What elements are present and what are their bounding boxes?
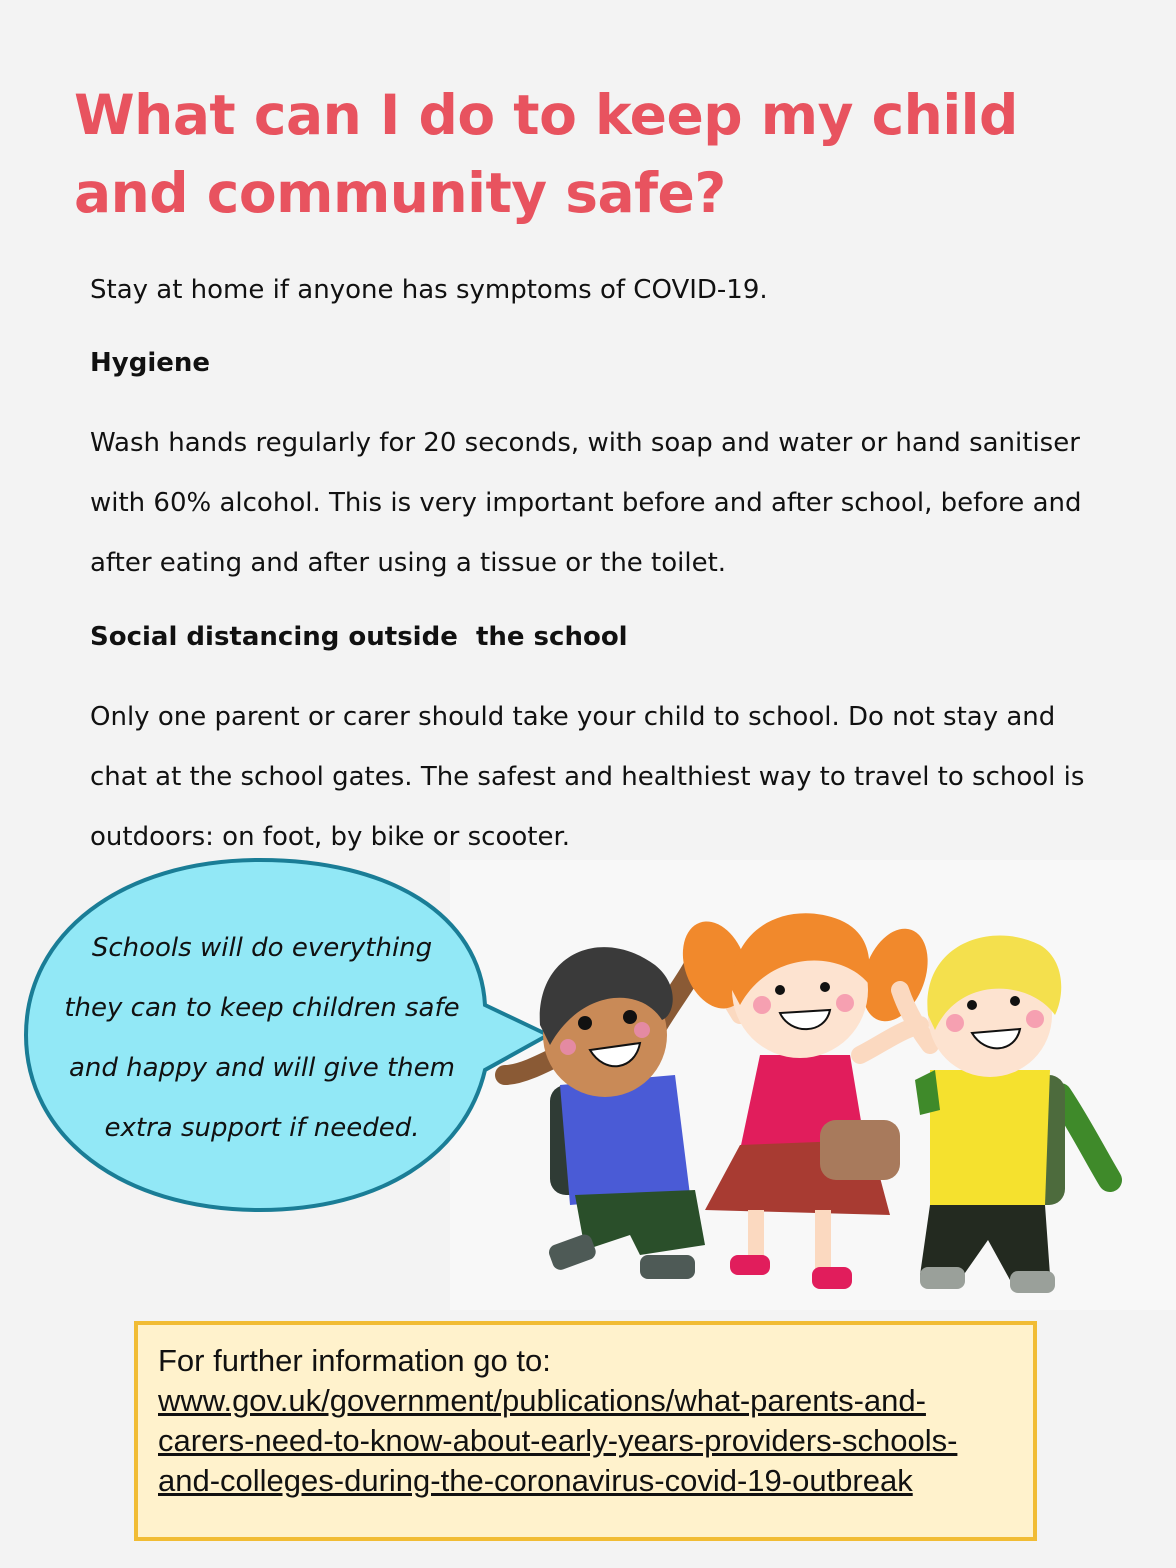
further-info-lead: For further information go to:	[158, 1343, 551, 1378]
distancing-heading: Social distancing outside the school	[90, 622, 628, 652]
speech-bubble-text	[46, 918, 478, 1158]
speech-bubble-line: they can to keep children safe	[64, 993, 460, 1023]
child-left-figure	[505, 947, 705, 1279]
gov-uk-link-line[interactable]: carers-need-to-know-about-early-years-providers-schools-	[158, 1423, 958, 1458]
page-title: What can I do to keep my child and community safe?	[74, 83, 1018, 225]
hygiene-text: Wash hands regularly for 20 seconds, with soap and water or hand sanitiser with 60% alcohol. This is very important before and after school, before and after eating and after using a tissue or the toilet.	[90, 428, 1082, 578]
distancing-text: Only one parent or carer should take your child to school. Do not stay and chat at the school gates. The safest and healthiest way to travel to school is outdoors: on foot, by bike or scooter.	[90, 702, 1085, 852]
three-children-jumping-illustration	[490, 895, 1140, 1305]
gov-uk-link[interactable]	[158, 1381, 1028, 1501]
speech-bubble-line: Schools will do everything	[91, 933, 433, 963]
speech-bubble-line: extra support if needed.	[104, 1113, 420, 1143]
speech-bubble-line: and happy and will give them	[68, 1053, 455, 1083]
gov-uk-link-line[interactable]: www.gov.uk/government/publications/what-parents-and-	[158, 1383, 926, 1418]
child-right-figure	[900, 936, 1110, 1293]
stay-home-text: Stay at home if anyone has symptoms of COVID-19.	[90, 275, 768, 305]
hygiene-heading: Hygiene	[90, 348, 211, 378]
further-info-box	[134, 1321, 1037, 1541]
child-middle-figure	[671, 912, 939, 1289]
gov-uk-link-line[interactable]: and-colleges-during-the-coronavirus-covid-19-outbreak	[158, 1463, 913, 1498]
